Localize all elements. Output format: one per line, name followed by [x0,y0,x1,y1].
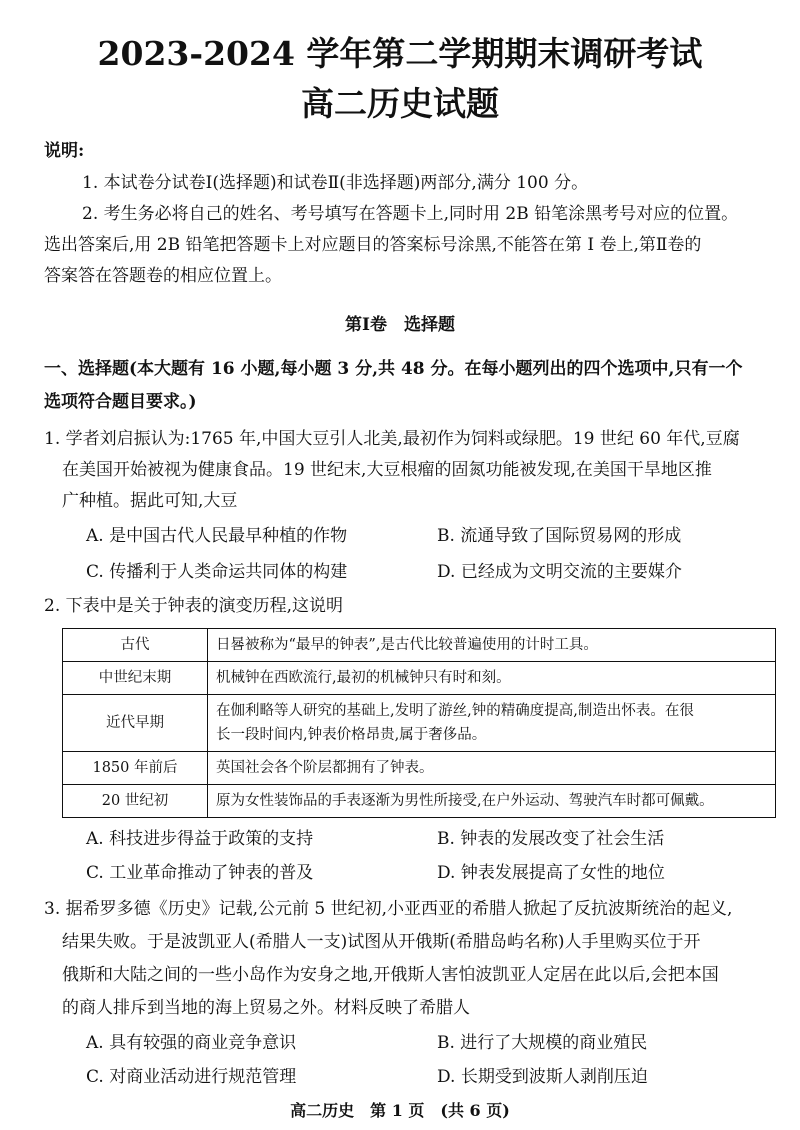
q3-stem-line-4: 的商人排斥到当地的海上贸易之外。材料反映了希腊人 [62,998,470,1018]
table-desc-cell: 机械钟在西欧流行,最初的机械钟只有时和刻。 [208,662,776,695]
q2-option-d: D. 钟表发展提高了女性的地位 [437,863,665,883]
table-row [63,629,776,662]
table-era-cell: 古代 [63,629,208,662]
exam-subtitle: 高二历史试题 [301,84,499,123]
q3-stem-line-2: 结果失败。于是波凯亚人(希腊人一支)试图从开俄斯(希腊岛屿名称)人手里购买位于开 [62,932,701,952]
table-desc-cell [208,695,776,752]
table-row [63,695,776,752]
instruction-item-1: 1. 本试卷分试卷Ⅰ(选择题)和试卷Ⅱ(非选择题)两部分,满分 100 分。 [82,173,589,193]
q1-stem-line-1: 1. 学者刘启振认为:1765 年,中国大豆引人北美,最初作为饲料或绿肥。19 世纪 60 年代,豆腐 [44,429,740,449]
q1-option-d: D. 已经成为文明交流的主要媒介 [437,562,682,582]
section-intro-line-1: 一、选择题(本大题有 16 小题,每小题 3 分,共 48 分。在每小题列出的四个选项中,只有一个 [44,359,743,379]
clock-evolution-table [62,628,776,818]
q1-option-c: C. 传播利于人类命运共同体的构建 [86,562,348,582]
q1-stem-line-2: 在美国开始被视为健康食品。19 世纪末,大豆根瘤的固氮功能被发现,在美国干旱地区推 [62,460,712,480]
table-desc-cell: 英国社会各个阶层都拥有了钟表。 [208,752,776,785]
exam-title: 2023-2024 学年第二学期期末调研考试 [97,34,703,73]
table-era-cell: 1850 年前后 [63,752,208,785]
section-title: 第Ⅰ卷 选择题 [345,315,455,335]
q3-option-c: C. 对商业活动进行规范管理 [86,1067,297,1087]
instruction-item-2-line-2: 选出答案后,用 2B 铅笔把答题卡上对应题目的答案标号涂黑,不能答在第 Ⅰ 卷上,第Ⅱ卷的 [44,235,702,255]
q1-option-b: B. 流通导致了国际贸易网的形成 [437,526,682,546]
table-row [63,785,776,818]
q3-option-b: B. 进行了大规模的商业殖民 [437,1033,648,1053]
q3-option-a: A. 具有较强的商业竞争意识 [86,1033,297,1053]
table-era-cell: 近代早期 [63,695,208,752]
q3-option-d: D. 长期受到波斯人剥削压迫 [437,1067,648,1087]
q2-option-a: A. 科技进步得益于政策的支持 [86,829,314,849]
page-footer: 高二历史 第 1 页 (共 6 页) [290,1101,510,1120]
table-row [63,662,776,695]
table-era-cell: 中世纪末期 [63,662,208,695]
section-intro-line-2: 选项符合题目要求。) [44,392,197,412]
instruction-item-2-line-3: 答案答在答题卷的相应位置上。 [44,266,282,286]
instructions-heading: 说明: [44,141,85,161]
table-desc-cell: 日晷被称为“最早的钟表”,是古代比较普遍使用的计时工具。 [208,629,776,662]
q3-stem-line-3: 俄斯和大陆之间的一些小岛作为安身之地,开俄斯人害怕波凯亚人定居在此以后,会把本国 [62,965,719,985]
q1-option-a: A. 是中国古代人民最早种植的作物 [86,526,348,546]
table-desc-line-2: 长一段时间内,钟表价格昂贵,属于奢侈品。 [216,727,487,743]
table-era-cell: 20 世纪初 [63,785,208,818]
q2-option-c: C. 工业革命推动了钟表的普及 [86,863,314,883]
q3-stem-line-1: 3. 据希罗多德《历史》记载,公元前 5 世纪初,小亚西亚的希腊人掀起了反抗波斯统治的起义, [44,899,733,919]
table-desc-line-1: 在伽利略等人研究的基础上,发明了游丝,钟的精确度提高,制造出怀表。在很 [216,703,694,719]
table-row [63,752,776,785]
q2-option-b: B. 钟表的发展改变了社会生活 [437,829,665,849]
table-desc-cell: 原为女性装饰品的手表逐渐为男性所接受,在户外运动、驾驶汽车时都可佩戴。 [208,785,776,818]
instruction-item-2-line-1: 2. 考生务必将自己的姓名、考号填写在答题卡上,同时用 2B 铅笔涂黑考号对应的位置。 [82,204,739,224]
q1-stem-line-3: 广种植。据此可知,大豆 [62,491,238,511]
q2-stem: 2. 下表中是关于钟表的演变历程,这说明 [44,596,344,616]
